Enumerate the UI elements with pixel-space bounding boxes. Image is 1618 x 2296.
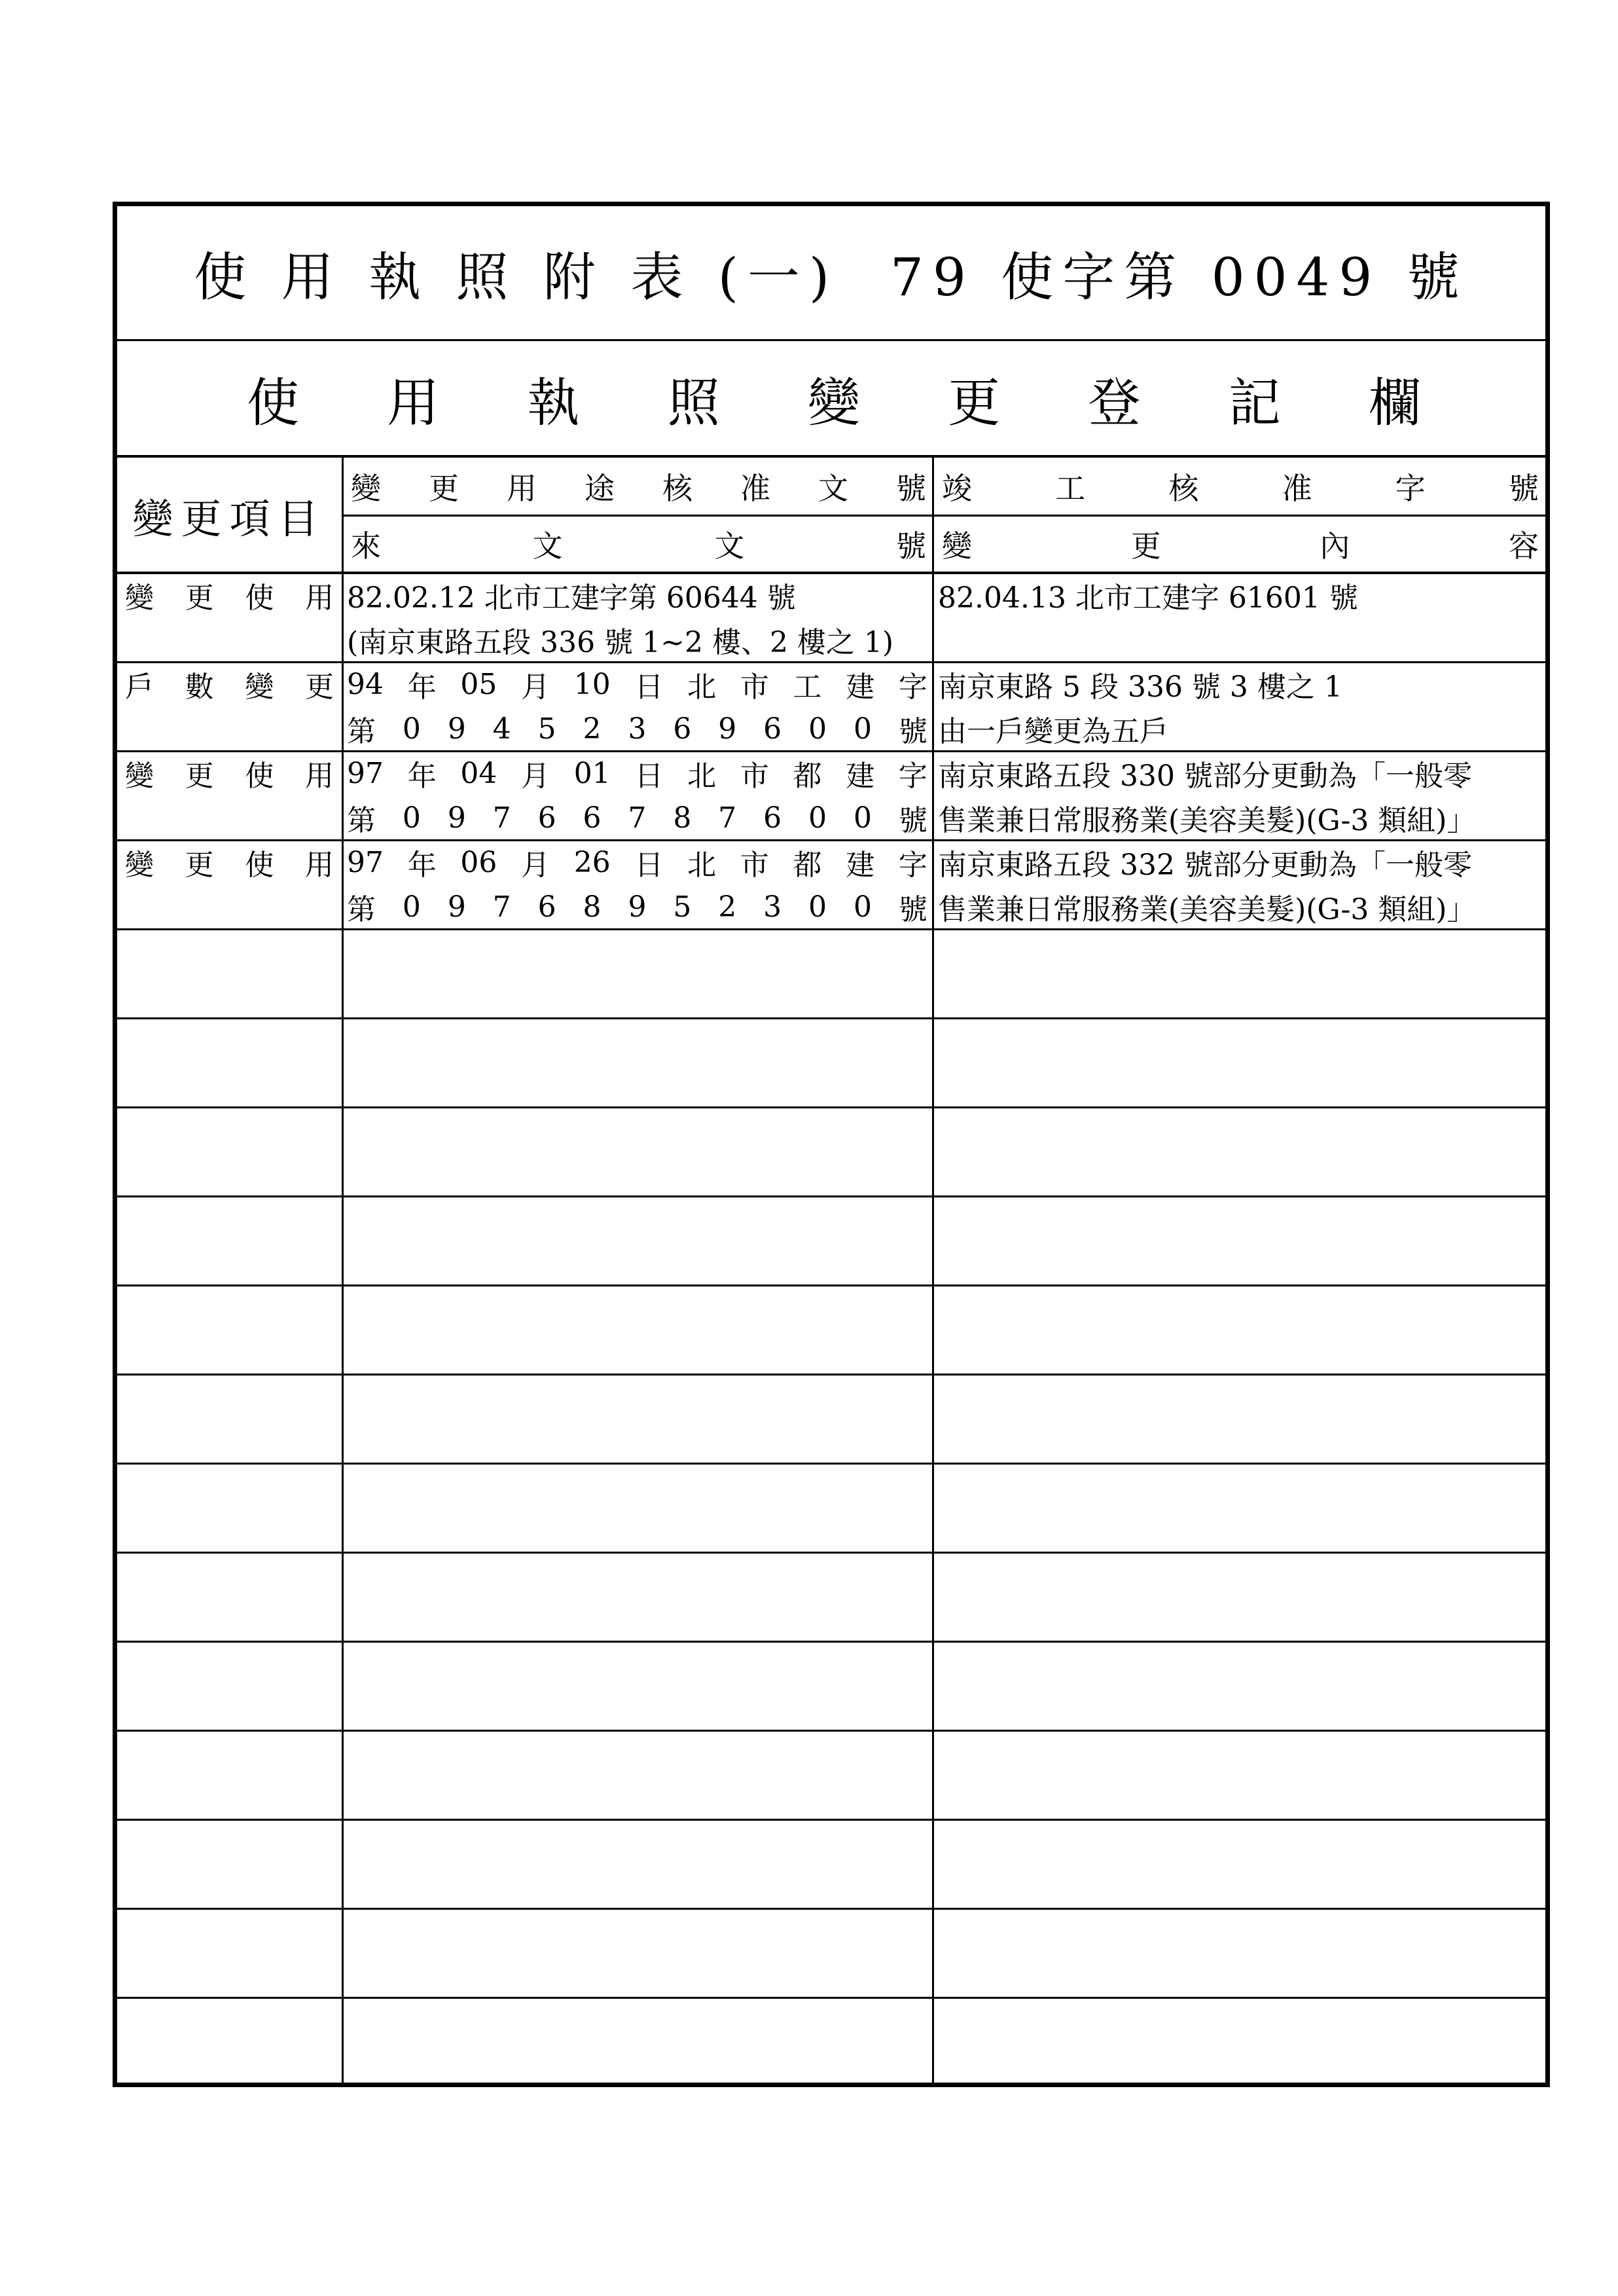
cell-text: 82.04.13 北市工建字 61601 號 [938,581,1358,615]
heading-char: 變 [808,372,860,433]
item-char: 變 [245,670,274,704]
doc-part: 7 [492,801,511,835]
item-char: 更 [185,581,214,615]
doc-part: 月 [521,670,550,704]
doc-part: 0 [853,712,872,746]
approval-doc-no [342,573,933,617]
header-char: 文 [818,471,848,506]
header-char: 號 [896,471,926,506]
header-divider [342,515,1545,517]
header-approval-doc-no [342,458,933,515]
header-incoming-doc-no [342,515,933,573]
doc-part: 建 [846,848,875,882]
header-char: 來 [351,528,381,564]
row-divider [117,1641,1545,1643]
change-content [933,573,1545,617]
doc-part: 字 [898,670,927,704]
change-content [933,617,1545,662]
doc-part: 字 [898,759,927,793]
item-char: 使 [245,759,274,793]
subtitle-row [117,341,1545,458]
doc-part: 6 [537,801,556,835]
approval-doc-note [342,617,933,662]
item-char: 更 [304,670,334,704]
doc-part: 7 [628,801,647,835]
doc-part: 號 [898,804,927,837]
doc-part: 第 [347,804,376,837]
item-char: 用 [304,581,334,615]
section-heading [247,341,1421,455]
doc-part: 建 [846,759,875,793]
doc-part: 2 [718,890,737,924]
doc-part: 北 [687,670,717,704]
row-change-item [117,662,342,706]
doc-part: 0 [853,890,872,924]
header-char: 號 [895,528,926,564]
item-char: 使 [245,581,274,615]
doc-part: 04 [460,756,497,790]
heading-char: 更 [948,372,1001,433]
doc-part: 0 [808,712,827,746]
header-char: 更 [1130,528,1161,564]
doc-part: 2 [583,712,602,746]
header-char: 內 [1320,528,1350,564]
item-char: 更 [185,759,214,793]
doc-part: 6 [673,712,692,746]
doc-part: 9 [628,890,647,924]
column-divider [342,458,344,2087]
doc-part: 年 [407,848,437,882]
header-char: 核 [1168,471,1199,506]
doc-part: 年 [407,670,437,704]
cell-text: 售業兼日常服務業(美容美髮)(G-3 類組)」 [938,893,1476,926]
row-divider [117,1374,1545,1376]
incoming-doc-no [342,795,933,840]
doc-part: 97 [347,845,384,879]
change-content [933,795,1545,840]
doc-part: 日 [634,759,664,793]
doc-part: 月 [521,848,550,882]
change-content [933,884,1545,929]
incoming-doc-no [342,706,933,751]
incoming-doc-no [342,884,933,929]
doc-part: 4 [492,712,511,746]
header-char: 號 [1508,471,1539,506]
doc-part: 0 [808,890,827,924]
item-char: 變 [125,581,154,615]
item-char: 用 [304,759,334,793]
header-char: 工 [1055,471,1086,506]
heading-char: 記 [1228,372,1281,433]
doc-part: 第 [347,893,376,926]
change-content [933,840,1545,884]
doc-part: 0 [402,801,421,835]
change-content [933,662,1545,706]
incoming-doc-date [342,840,933,884]
cell-text: 南京東路 5 段 336 號 3 樓之 1 [938,670,1342,704]
header-change-item: 變更項目 [132,494,327,543]
registration-table [113,202,1550,2087]
item-char: 數 [185,670,214,704]
row-divider [117,1017,1545,1019]
doc-part: 號 [898,715,927,748]
row-divider [117,1730,1545,1732]
header-char: 變 [351,471,381,506]
row-change-item [117,840,342,884]
row-divider [117,1552,1545,1554]
doc-part: 3 [628,712,647,746]
doc-part: 97 [347,756,384,790]
column-divider [932,458,934,2087]
doc-part: 0 [808,801,827,835]
doc-part: 01 [573,756,611,790]
header-char: 文 [714,528,745,564]
header-char: 核 [662,471,692,506]
header-char: 用 [507,471,537,506]
header-char: 竣 [942,471,972,506]
cell-text: 售業兼日常服務業(美容美髮)(G-3 類組)」 [938,804,1476,837]
doc-part: 9 [447,801,466,835]
header-change-content [933,515,1545,573]
item-char: 使 [245,848,274,882]
doc-part: 年 [407,759,437,793]
cell-text: (南京東路五段 336 號 1~2 樓、2 樓之 1) [347,626,894,659]
doc-part: 市 [740,848,769,882]
doc-part: 0 [853,801,872,835]
doc-part: 都 [793,848,822,882]
row-divider [117,661,1545,663]
doc-part: 8 [583,890,602,924]
heading-char: 執 [527,372,580,433]
row-divider [117,1285,1545,1286]
row-divider [117,1819,1545,1821]
doc-part: 市 [740,670,769,704]
doc-part: 6 [537,890,556,924]
row-divider [117,1195,1545,1197]
header-bottom-rule [117,572,1545,574]
cell-text: 南京東路五段 332 號部分更動為「一般零 [938,848,1472,882]
header-char: 更 [429,471,459,506]
doc-part: 06 [460,845,497,879]
doc-part: 10 [573,667,611,701]
heading-char: 登 [1088,372,1141,433]
heading-char: 使 [247,372,299,433]
doc-part: 0 [402,712,421,746]
item-char: 變 [125,759,154,793]
item-char: 戶 [125,670,154,704]
doc-part: 9 [447,890,466,924]
doc-part: 市 [740,759,769,793]
header-char: 變 [942,528,972,564]
doc-part: 6 [583,801,602,835]
doc-part: 9 [718,712,737,746]
doc-part: 日 [634,670,664,704]
doc-part: 都 [793,759,822,793]
row-divider [117,1997,1545,1999]
doc-part: 5 [673,890,692,924]
cell-text: 82.02.12 北市工建字第 60644 號 [347,581,796,615]
heading-char: 照 [667,372,720,433]
doc-part: 字 [898,848,927,882]
row-divider [117,1908,1545,1910]
row-divider [117,928,1545,930]
doc-part: 8 [673,801,692,835]
incoming-doc-date [342,751,933,795]
item-char: 變 [125,848,154,882]
row-change-item [117,751,342,795]
header-completion-approval-no [933,458,1545,515]
row-divider [117,750,1545,752]
doc-part: 94 [347,667,384,701]
doc-part: 工 [793,670,822,704]
cell-text: 南京東路五段 330 號部分更動為「一般零 [938,759,1472,793]
item-char: 用 [304,848,334,882]
header-char: 容 [1508,528,1539,564]
doc-part: 3 [763,890,782,924]
header-char: 准 [740,471,770,506]
header-char: 准 [1282,471,1312,506]
doc-part: 日 [634,848,664,882]
change-content [933,706,1545,751]
doc-part: 第 [347,715,376,748]
heading-char: 欄 [1369,372,1421,433]
row-change-item [117,573,342,617]
cell-text: 由一戶變更為五戶 [938,715,1168,748]
doc-part: 建 [846,670,875,704]
doc-part: 05 [460,667,497,701]
doc-part: 北 [687,759,717,793]
header-char: 字 [1395,471,1426,506]
doc-part: 26 [573,845,611,879]
header-char: 途 [584,471,615,506]
doc-part: 7 [718,801,737,835]
row-divider [117,839,1545,841]
item-char: 更 [185,848,214,882]
title-row [117,206,1545,341]
page-title: 使 用 執 照 附 表 (一) 79 使字第 0049 號 [194,247,1469,308]
doc-part: 7 [492,890,511,924]
doc-part: 北 [687,848,717,882]
doc-part: 0 [402,890,421,924]
heading-char: 用 [387,372,440,433]
doc-part: 6 [763,801,782,835]
header-char: 文 [532,528,563,564]
incoming-doc-date [342,662,933,706]
doc-part: 5 [537,712,556,746]
doc-part: 6 [763,712,782,746]
doc-part: 9 [447,712,466,746]
row-divider [117,1106,1545,1108]
doc-part: 月 [521,759,550,793]
change-content [933,751,1545,795]
row-divider [117,1463,1545,1465]
doc-part: 號 [898,893,927,926]
